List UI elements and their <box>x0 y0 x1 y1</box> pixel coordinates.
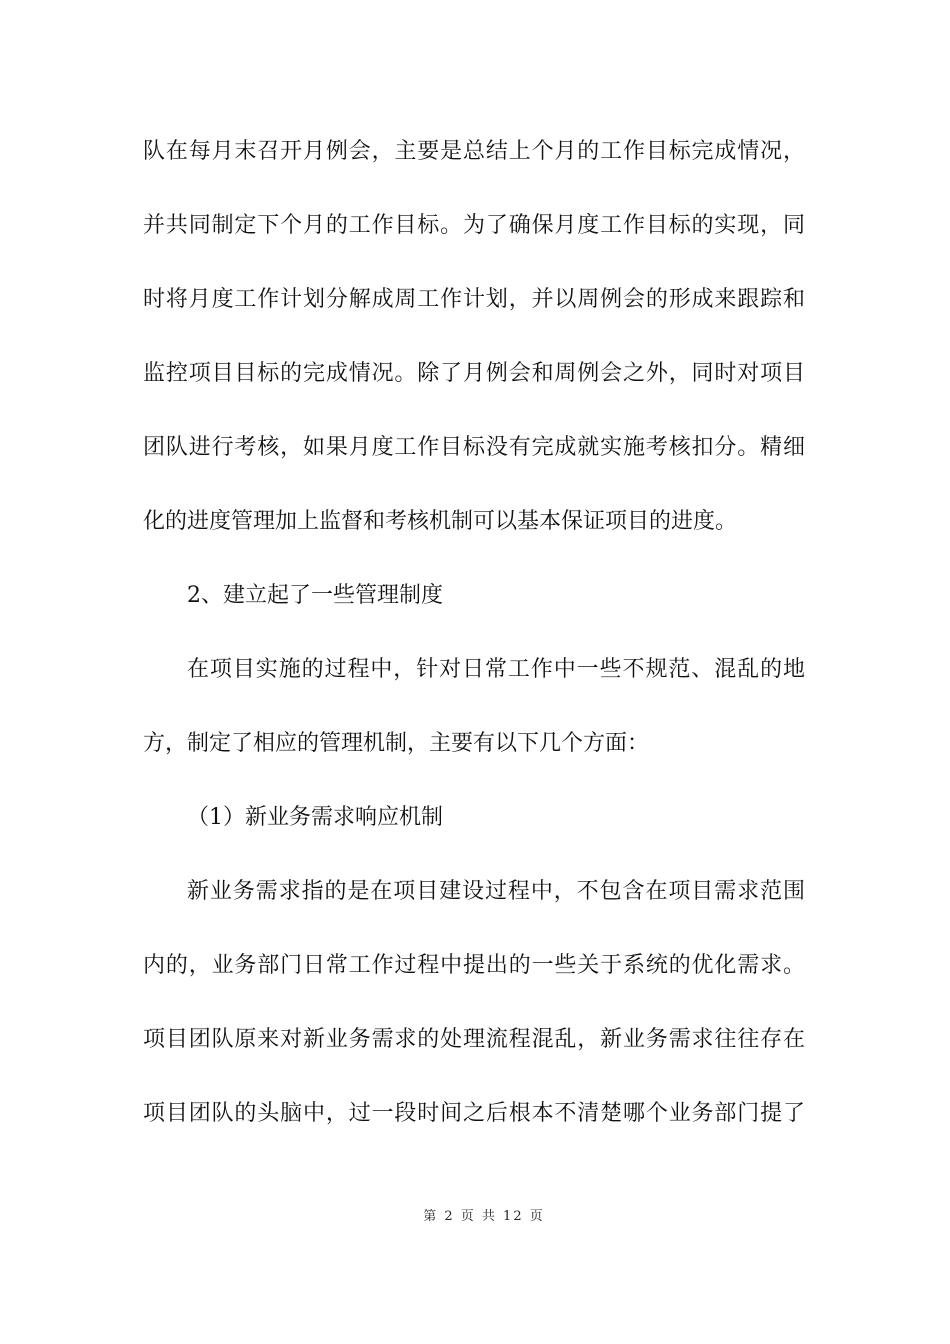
text-line: 在项目实施的过程中，针对日常工作中一些不规范、混乱的地 <box>187 657 805 682</box>
page-footer <box>0 1207 950 1227</box>
subsection-heading: （1）新业务需求响应机制 <box>187 805 443 830</box>
text-line: 项目团队原来对新业务需求的处理流程混乱，新业务需求往往存在 <box>143 1027 805 1052</box>
text-line: 并共同制定下个月的工作目标。为了确保月度工作目标的实现，同 <box>143 213 805 238</box>
text-line: 项目团队的头脑中，过一段时间之后根本不清楚哪个业务部门提了 <box>143 1101 805 1126</box>
page-number: 第 2 页 共 12 页 <box>423 1209 545 1224</box>
text-line: 时将月度工作计划分解成周工作计划，并以周例会的形成来跟踪和 <box>143 287 805 312</box>
text-line: 内的，业务部门日常工作过程中提出的一些关于系统的优化需求。 <box>143 953 805 978</box>
text-line: 监控项目目标的完成情况。除了月例会和周例会之外，同时对项目 <box>143 361 805 386</box>
text-line: 方，制定了相应的管理机制，主要有以下几个方面： <box>143 731 650 756</box>
section-heading: 2、建立起了一些管理制度 <box>187 583 443 608</box>
text-line: 新业务需求指的是在项目建设过程中，不包含在项目需求范围 <box>187 879 805 904</box>
text-line: 队在每月末召开月例会，主要是总结上个月的工作目标完成情况， <box>143 139 805 164</box>
text-line: 团队进行考核，如果月度工作目标没有完成就实施考核扣分。精细 <box>143 435 805 460</box>
text-line: 化的进度管理加上监督和考核机制可以基本保证项目的进度。 <box>143 509 738 534</box>
